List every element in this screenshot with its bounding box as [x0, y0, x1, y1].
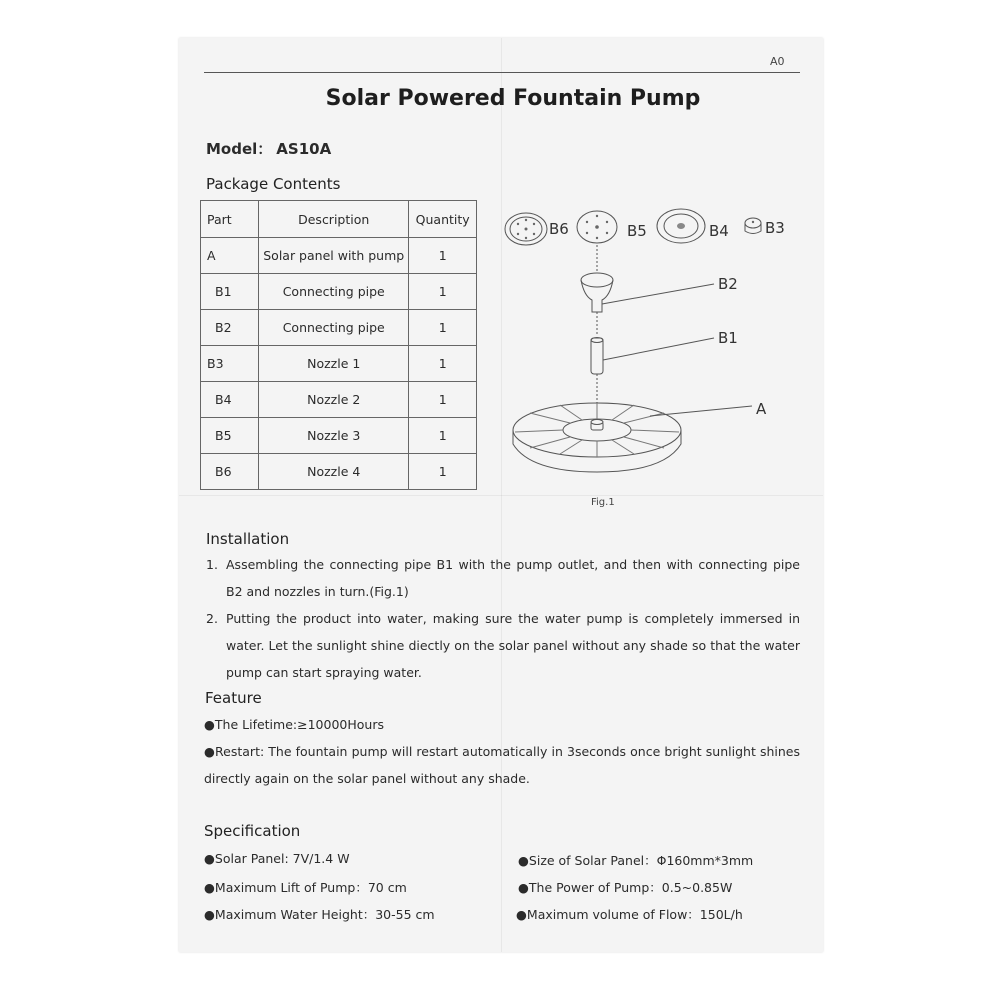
cell-part: B3	[201, 346, 259, 382]
cell-quantity: 1	[409, 238, 477, 274]
package-contents-table	[200, 200, 477, 490]
cell-part: A	[201, 238, 259, 274]
column-header-part: Part	[201, 201, 259, 238]
cell-quantity: 1	[409, 418, 477, 454]
step-number: 1.	[206, 557, 218, 572]
list-item: ●The Lifetime:≥10000Hours	[204, 717, 384, 732]
pipe-b2-drawing	[581, 273, 613, 312]
cell-description: Solar panel with pump	[259, 238, 409, 274]
cell-part: B5	[201, 418, 259, 454]
table-row	[201, 274, 477, 310]
label-b6: B6	[549, 220, 569, 238]
a-leader-line	[650, 406, 752, 416]
b2-leader-line	[602, 284, 714, 304]
spec-item: ●Maximum Water Height：30-55 cm	[204, 907, 435, 922]
document-code: A0	[770, 55, 785, 68]
table-row	[201, 418, 477, 454]
column-header-description: Description	[259, 201, 409, 238]
step-text: Putting the product into water, making sure the water pump is completely immersed in water. Let the sunlight shine diectly on the solar panel without any shade so that the water pump can start spraying water.	[226, 611, 800, 680]
installation-heading: Installation	[206, 530, 290, 548]
nozzle-b5-drawing	[577, 211, 617, 243]
cell-description: Connecting pipe	[259, 274, 409, 310]
table-header-row	[201, 201, 477, 238]
installation-steps	[206, 551, 800, 686]
feature-list	[204, 711, 800, 792]
document-title: Solar Powered Fountain Pump	[325, 86, 701, 111]
label-a: A	[756, 400, 767, 418]
spec-item: ●Solar Panel: 7V/1.4 W	[204, 851, 350, 866]
nozzle-b6-drawing	[505, 213, 547, 245]
cell-description: Connecting pipe	[259, 310, 409, 346]
header-rule	[204, 72, 800, 73]
b1-leader-line	[603, 338, 714, 360]
cell-description: Nozzle 2	[259, 382, 409, 418]
cell-part: B2	[201, 310, 259, 346]
cell-quantity: 1	[409, 346, 477, 382]
cell-quantity: 1	[409, 382, 477, 418]
cell-part: B4	[201, 382, 259, 418]
cell-description: Nozzle 4	[259, 454, 409, 490]
spec-item: ●The Power of Pump：0.5~0.85W	[518, 880, 733, 895]
list-item: ●Restart: The fountain pump will restart automatically in 3seconds once bright sunlight shines directly again on the solar panel without any shade.	[204, 744, 800, 786]
assembly-diagram	[500, 200, 800, 500]
cell-part: B6	[201, 454, 259, 490]
spec-item: ●Maximum Lift of Pump：70 cm	[204, 880, 407, 895]
model-label: Model：	[206, 140, 273, 158]
spec-item: ●Maximum volume of Flow：150L/h	[516, 907, 743, 922]
cell-part: B1	[201, 274, 259, 310]
label-b1: B1	[718, 329, 738, 347]
label-b5: B5	[627, 222, 647, 240]
feature-heading: Feature	[205, 689, 262, 707]
label-b3: B3	[765, 219, 785, 237]
solar-panel-a-drawing	[513, 403, 681, 472]
package-contents-heading: Package Contents	[206, 175, 341, 193]
cell-quantity: 1	[409, 310, 477, 346]
label-b2: B2	[718, 275, 738, 293]
cell-quantity: 1	[409, 454, 477, 490]
model-line	[206, 138, 331, 159]
table-row	[201, 346, 477, 382]
table-row	[201, 238, 477, 274]
spec-item: ●Size of Solar Panel：Φ160mm*3mm	[518, 853, 754, 868]
cell-quantity: 1	[409, 274, 477, 310]
step-number: 2.	[206, 611, 218, 626]
nozzle-b3-drawing	[745, 218, 761, 234]
list-item	[206, 551, 800, 605]
pipe-b1-drawing	[591, 338, 603, 375]
list-item	[206, 605, 800, 686]
table-row	[201, 382, 477, 418]
figure-caption: Fig.1	[591, 497, 615, 508]
step-text: Assembling the connecting pipe B1 with the pump outlet, and then with connecting pipe B2 and nozzles in turn.(Fig.1)	[226, 557, 800, 599]
table-row	[201, 310, 477, 346]
specification-heading: Specification	[204, 822, 301, 840]
cell-description: Nozzle 1	[259, 346, 409, 382]
column-header-quantity: Quantity	[409, 201, 477, 238]
nozzle-b4-drawing	[657, 209, 705, 243]
cell-description: Nozzle 3	[259, 418, 409, 454]
label-b4: B4	[709, 222, 729, 240]
table-row	[201, 454, 477, 490]
model-value: AS10A	[276, 140, 332, 158]
